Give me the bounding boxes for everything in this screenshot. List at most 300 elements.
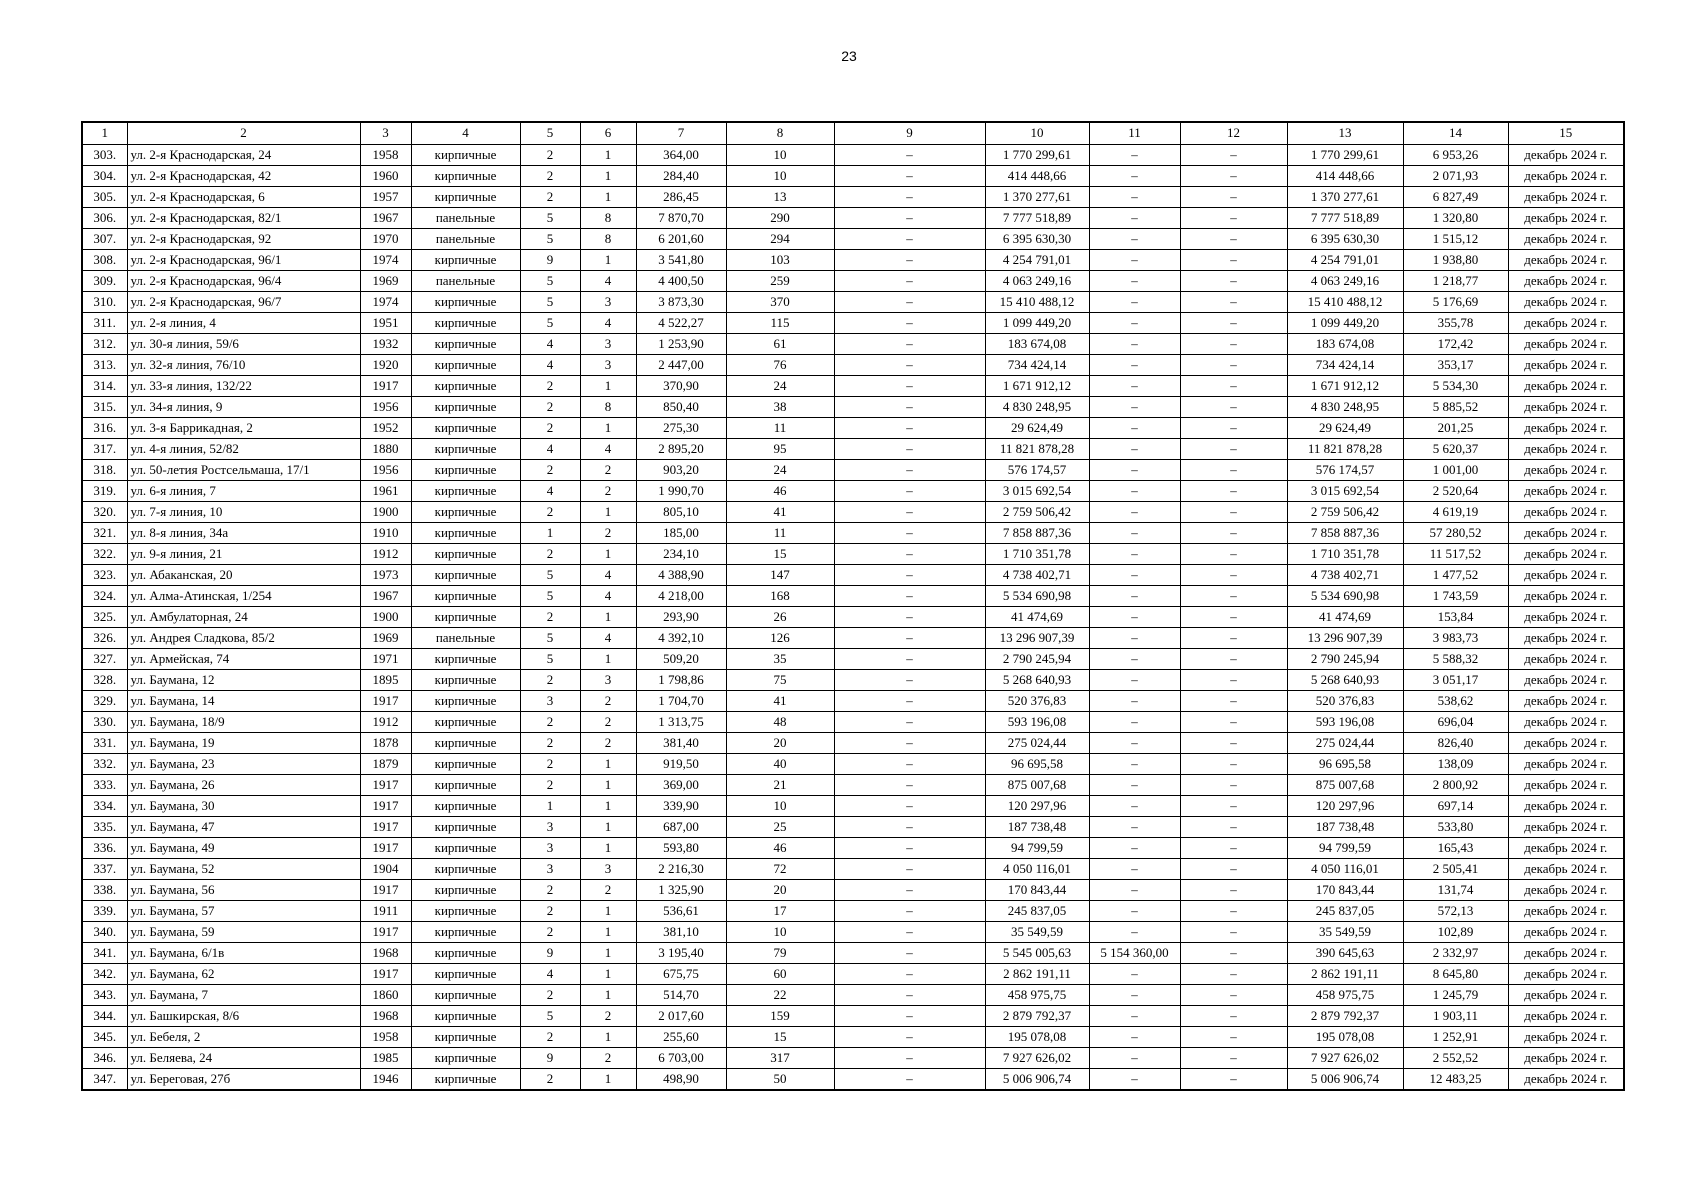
table-cell-col-2: ул. 32-я линия, 76/10 (127, 354, 360, 375)
table-cell-col-7: 687,00 (636, 816, 726, 837)
table-cell-col-1: 319. (82, 480, 127, 501)
table-cell-col-3: 1912 (360, 543, 411, 564)
housing-registry-table (81, 121, 1625, 1091)
table-cell-col-13: 4 738 402,71 (1287, 564, 1403, 585)
table-cell-col-1: 323. (82, 564, 127, 585)
table-cell-col-2: ул. 7-я линия, 10 (127, 501, 360, 522)
table-cell-col-1: 311. (82, 312, 127, 333)
table-cell-col-5: 2 (520, 753, 580, 774)
table-cell-col-6: 2 (580, 522, 636, 543)
table-cell-col-2: ул. 33-я линия, 132/22 (127, 375, 360, 396)
table-cell-col-9: – (834, 606, 985, 627)
table-cell-col-10: 875 007,68 (985, 774, 1089, 795)
table-cell-col-11: – (1089, 669, 1180, 690)
table-cell-col-11: – (1089, 144, 1180, 165)
column-header-5: 5 (520, 122, 580, 144)
table-cell-col-6: 3 (580, 354, 636, 375)
table-cell-col-13: 245 837,05 (1287, 900, 1403, 921)
table-cell-col-1: 312. (82, 333, 127, 354)
table-cell-col-14: 1 252,91 (1403, 1026, 1508, 1047)
table-cell-col-3: 1900 (360, 501, 411, 522)
table-cell-col-14: 1 218,77 (1403, 270, 1508, 291)
table-cell-col-13: 4 050 116,01 (1287, 858, 1403, 879)
table-cell-col-3: 1912 (360, 711, 411, 732)
table-cell-col-6: 1 (580, 606, 636, 627)
table-cell-col-2: ул. Баумана, 47 (127, 816, 360, 837)
table-cell-col-10: 1 710 351,78 (985, 543, 1089, 564)
table-cell-col-7: 286,45 (636, 186, 726, 207)
table-cell-col-6: 3 (580, 858, 636, 879)
table-cell-col-4: кирпичные (411, 585, 520, 606)
table-cell-col-2: ул. 2-я Краснодарская, 96/1 (127, 249, 360, 270)
table-cell-col-11: – (1089, 333, 1180, 354)
table-cell-col-8: 15 (726, 543, 834, 564)
table-row (82, 921, 1624, 942)
table-cell-col-12: – (1180, 816, 1287, 837)
table-cell-col-12: – (1180, 795, 1287, 816)
table-cell-col-1: 342. (82, 963, 127, 984)
table-cell-col-4: панельные (411, 270, 520, 291)
table-cell-col-13: 7 777 518,89 (1287, 207, 1403, 228)
table-cell-col-4: кирпичные (411, 795, 520, 816)
table-cell-col-3: 1911 (360, 900, 411, 921)
table-cell-col-8: 10 (726, 921, 834, 942)
table-cell-col-7: 498,90 (636, 1068, 726, 1090)
table-cell-col-15: декабрь 2024 г. (1508, 606, 1624, 627)
table-cell-col-8: 24 (726, 375, 834, 396)
table-cell-col-3: 1932 (360, 333, 411, 354)
table-cell-col-5: 2 (520, 774, 580, 795)
table-cell-col-4: кирпичные (411, 648, 520, 669)
table-cell-col-3: 1958 (360, 1026, 411, 1047)
table-cell-col-6: 2 (580, 879, 636, 900)
table-cell-col-13: 1 710 351,78 (1287, 543, 1403, 564)
table-cell-col-6: 4 (580, 270, 636, 291)
table-cell-col-2: ул. 2-я Краснодарская, 82/1 (127, 207, 360, 228)
table-cell-col-11: – (1089, 459, 1180, 480)
table-cell-col-15: декабрь 2024 г. (1508, 375, 1624, 396)
table-row (82, 732, 1624, 753)
table-cell-col-15: декабрь 2024 г. (1508, 480, 1624, 501)
table-cell-col-2: ул. Бебеля, 2 (127, 1026, 360, 1047)
table-cell-col-1: 321. (82, 522, 127, 543)
table-cell-col-13: 7 927 626,02 (1287, 1047, 1403, 1068)
table-cell-col-2: ул. 9-я линия, 21 (127, 543, 360, 564)
table-cell-col-1: 338. (82, 879, 127, 900)
table-row (82, 900, 1624, 921)
table-cell-col-5: 5 (520, 564, 580, 585)
table-cell-col-14: 5 176,69 (1403, 291, 1508, 312)
table-cell-col-14: 5 588,32 (1403, 648, 1508, 669)
table-cell-col-12: – (1180, 921, 1287, 942)
table-cell-col-5: 2 (520, 543, 580, 564)
table-cell-col-3: 1917 (360, 879, 411, 900)
table-cell-col-14: 1 001,00 (1403, 459, 1508, 480)
table-cell-col-10: 3 015 692,54 (985, 480, 1089, 501)
table-row (82, 669, 1624, 690)
table-cell-col-13: 414 448,66 (1287, 165, 1403, 186)
table-cell-col-11: – (1089, 207, 1180, 228)
table-cell-col-3: 1860 (360, 984, 411, 1005)
table-cell-col-15: декабрь 2024 г. (1508, 522, 1624, 543)
table-cell-col-12: – (1180, 144, 1287, 165)
table-cell-col-3: 1960 (360, 165, 411, 186)
table-cell-col-9: – (834, 879, 985, 900)
table-cell-col-5: 2 (520, 669, 580, 690)
table-cell-col-4: панельные (411, 627, 520, 648)
table-cell-col-14: 5 620,37 (1403, 438, 1508, 459)
table-cell-col-13: 1 370 277,61 (1287, 186, 1403, 207)
table-cell-col-4: кирпичные (411, 753, 520, 774)
table-cell-col-15: декабрь 2024 г. (1508, 942, 1624, 963)
table-row (82, 165, 1624, 186)
table-cell-col-6: 2 (580, 1005, 636, 1026)
table-cell-col-13: 734 424,14 (1287, 354, 1403, 375)
table-cell-col-9: – (834, 207, 985, 228)
table-cell-col-14: 201,25 (1403, 417, 1508, 438)
table-cell-col-10: 458 975,75 (985, 984, 1089, 1005)
table-cell-col-14: 353,17 (1403, 354, 1508, 375)
table-cell-col-10: 245 837,05 (985, 900, 1089, 921)
table-cell-col-1: 339. (82, 900, 127, 921)
table-cell-col-15: декабрь 2024 г. (1508, 732, 1624, 753)
table-cell-col-12: – (1180, 501, 1287, 522)
table-cell-col-13: 5 534 690,98 (1287, 585, 1403, 606)
table-cell-col-10: 275 024,44 (985, 732, 1089, 753)
table-cell-col-10: 2 790 245,94 (985, 648, 1089, 669)
table-cell-col-15: декабрь 2024 г. (1508, 186, 1624, 207)
table-cell-col-14: 1 477,52 (1403, 564, 1508, 585)
table-cell-col-5: 2 (520, 501, 580, 522)
table-cell-col-5: 5 (520, 648, 580, 669)
table-cell-col-12: – (1180, 837, 1287, 858)
table-cell-col-2: ул. Береговая, 27б (127, 1068, 360, 1090)
table-cell-col-3: 1971 (360, 648, 411, 669)
table-cell-col-2: ул. Абаканская, 20 (127, 564, 360, 585)
table-cell-col-5: 2 (520, 606, 580, 627)
table-cell-col-15: декабрь 2024 г. (1508, 921, 1624, 942)
table-cell-col-4: кирпичные (411, 354, 520, 375)
table-cell-col-7: 4 388,90 (636, 564, 726, 585)
table-cell-col-7: 593,80 (636, 837, 726, 858)
table-cell-col-15: декабрь 2024 г. (1508, 774, 1624, 795)
table-cell-col-3: 1957 (360, 186, 411, 207)
table-row (82, 711, 1624, 732)
table-cell-col-4: кирпичные (411, 564, 520, 585)
table-cell-col-7: 536,61 (636, 900, 726, 921)
table-cell-col-13: 2 862 191,11 (1287, 963, 1403, 984)
table-cell-col-6: 1 (580, 753, 636, 774)
table-cell-col-7: 1 325,90 (636, 879, 726, 900)
table-cell-col-10: 187 738,48 (985, 816, 1089, 837)
table-cell-col-4: кирпичные (411, 165, 520, 186)
table-cell-col-9: – (834, 564, 985, 585)
table-cell-col-9: – (834, 585, 985, 606)
table-cell-col-2: ул. 34-я линия, 9 (127, 396, 360, 417)
table-cell-col-8: 11 (726, 522, 834, 543)
table-row (82, 396, 1624, 417)
table-cell-col-6: 1 (580, 375, 636, 396)
table-cell-col-10: 170 843,44 (985, 879, 1089, 900)
table-cell-col-14: 1 938,80 (1403, 249, 1508, 270)
table-cell-col-8: 26 (726, 606, 834, 627)
table-cell-col-15: декабрь 2024 г. (1508, 564, 1624, 585)
table-cell-col-10: 576 174,57 (985, 459, 1089, 480)
table-cell-col-12: – (1180, 690, 1287, 711)
table-cell-col-13: 13 296 907,39 (1287, 627, 1403, 648)
header-row (82, 122, 1624, 144)
table-cell-col-4: кирпичные (411, 816, 520, 837)
table-cell-col-7: 919,50 (636, 753, 726, 774)
table-cell-col-3: 1974 (360, 291, 411, 312)
table-cell-col-7: 293,90 (636, 606, 726, 627)
table-cell-col-2: ул. 2-я Краснодарская, 96/4 (127, 270, 360, 291)
table-cell-col-14: 1 903,11 (1403, 1005, 1508, 1026)
table-cell-col-13: 15 410 488,12 (1287, 291, 1403, 312)
table-cell-col-3: 1985 (360, 1047, 411, 1068)
table-cell-col-5: 2 (520, 900, 580, 921)
table-cell-col-5: 9 (520, 1047, 580, 1068)
table-cell-col-9: – (834, 270, 985, 291)
table-cell-col-5: 5 (520, 291, 580, 312)
table-cell-col-5: 2 (520, 984, 580, 1005)
table-cell-col-15: декабрь 2024 г. (1508, 207, 1624, 228)
table-cell-col-11: – (1089, 270, 1180, 291)
table-cell-col-15: декабрь 2024 г. (1508, 858, 1624, 879)
table-cell-col-12: – (1180, 333, 1287, 354)
table-cell-col-3: 1917 (360, 837, 411, 858)
table-cell-col-14: 153,84 (1403, 606, 1508, 627)
table-cell-col-11: – (1089, 1026, 1180, 1047)
table-cell-col-9: – (834, 963, 985, 984)
table-cell-col-12: – (1180, 879, 1287, 900)
table-cell-col-10: 5 006 906,74 (985, 1068, 1089, 1090)
table-cell-col-13: 4 063 249,16 (1287, 270, 1403, 291)
table-cell-col-2: ул. 2-я Краснодарская, 92 (127, 228, 360, 249)
table-cell-col-15: декабрь 2024 г. (1508, 711, 1624, 732)
table-cell-col-13: 120 297,96 (1287, 795, 1403, 816)
table-cell-col-10: 1 370 277,61 (985, 186, 1089, 207)
table-cell-col-10: 734 424,14 (985, 354, 1089, 375)
table-cell-col-3: 1956 (360, 459, 411, 480)
table-cell-col-6: 3 (580, 669, 636, 690)
table-cell-col-15: декабрь 2024 г. (1508, 543, 1624, 564)
table-cell-col-4: панельные (411, 207, 520, 228)
table-cell-col-1: 329. (82, 690, 127, 711)
table-cell-col-7: 1 704,70 (636, 690, 726, 711)
table-cell-col-3: 1973 (360, 564, 411, 585)
table-cell-col-7: 1 990,70 (636, 480, 726, 501)
table-cell-col-14: 697,14 (1403, 795, 1508, 816)
table-cell-col-8: 11 (726, 417, 834, 438)
table-cell-col-11: – (1089, 1047, 1180, 1068)
table-cell-col-13: 458 975,75 (1287, 984, 1403, 1005)
table-cell-col-12: – (1180, 459, 1287, 480)
table-cell-col-3: 1878 (360, 732, 411, 753)
table-cell-col-13: 2 790 245,94 (1287, 648, 1403, 669)
table-cell-col-6: 2 (580, 732, 636, 753)
table-cell-col-1: 309. (82, 270, 127, 291)
table-cell-col-15: декабрь 2024 г. (1508, 312, 1624, 333)
page-number: 23 (841, 48, 857, 64)
table-cell-col-9: – (834, 1005, 985, 1026)
table-cell-col-10: 4 830 248,95 (985, 396, 1089, 417)
table-cell-col-10: 15 410 488,12 (985, 291, 1089, 312)
table-cell-col-12: – (1180, 858, 1287, 879)
table-cell-col-5: 3 (520, 690, 580, 711)
table-cell-col-6: 8 (580, 228, 636, 249)
table-cell-col-13: 11 821 878,28 (1287, 438, 1403, 459)
table-cell-col-9: – (834, 753, 985, 774)
table-cell-col-3: 1958 (360, 144, 411, 165)
table-row (82, 354, 1624, 375)
table-cell-col-4: кирпичные (411, 984, 520, 1005)
table-cell-col-4: кирпичные (411, 732, 520, 753)
table-cell-col-8: 17 (726, 900, 834, 921)
table-cell-col-13: 29 624,49 (1287, 417, 1403, 438)
table-cell-col-9: – (834, 438, 985, 459)
table-cell-col-5: 2 (520, 1068, 580, 1090)
table-cell-col-3: 1956 (360, 396, 411, 417)
table-row (82, 270, 1624, 291)
table-cell-col-13: 6 395 630,30 (1287, 228, 1403, 249)
table-cell-col-1: 341. (82, 942, 127, 963)
table-cell-col-10: 2 879 792,37 (985, 1005, 1089, 1026)
table-cell-col-7: 6 201,60 (636, 228, 726, 249)
table-cell-col-13: 2 759 506,42 (1287, 501, 1403, 522)
column-header-1: 1 (82, 122, 127, 144)
table-cell-col-11: – (1089, 774, 1180, 795)
table-cell-col-14: 696,04 (1403, 711, 1508, 732)
table-cell-col-10: 7 927 626,02 (985, 1047, 1089, 1068)
table-row (82, 438, 1624, 459)
table-cell-col-13: 183 674,08 (1287, 333, 1403, 354)
table-cell-col-3: 1879 (360, 753, 411, 774)
table-cell-col-15: декабрь 2024 г. (1508, 1068, 1624, 1090)
table-cell-col-4: кирпичные (411, 417, 520, 438)
table-cell-col-5: 2 (520, 921, 580, 942)
table-row (82, 375, 1624, 396)
table-cell-col-14: 538,62 (1403, 690, 1508, 711)
table-cell-col-8: 76 (726, 354, 834, 375)
table-cell-col-7: 6 703,00 (636, 1047, 726, 1068)
table-cell-col-11: – (1089, 963, 1180, 984)
table-cell-col-7: 509,20 (636, 648, 726, 669)
table-cell-col-14: 12 483,25 (1403, 1068, 1508, 1090)
table-cell-col-2: ул. Баумана, 6/1в (127, 942, 360, 963)
table-cell-col-4: кирпичные (411, 606, 520, 627)
table-cell-col-3: 1920 (360, 354, 411, 375)
table-cell-col-11: – (1089, 816, 1180, 837)
table-cell-col-10: 414 448,66 (985, 165, 1089, 186)
table-cell-col-8: 38 (726, 396, 834, 417)
table-cell-col-9: – (834, 984, 985, 1005)
table-cell-col-13: 187 738,48 (1287, 816, 1403, 837)
table-cell-col-1: 320. (82, 501, 127, 522)
table-cell-col-7: 364,00 (636, 144, 726, 165)
table-cell-col-10: 5 268 640,93 (985, 669, 1089, 690)
table-cell-col-14: 57 280,52 (1403, 522, 1508, 543)
table-cell-col-13: 170 843,44 (1287, 879, 1403, 900)
table-cell-col-12: – (1180, 984, 1287, 1005)
table-cell-col-12: – (1180, 396, 1287, 417)
table-cell-col-14: 138,09 (1403, 753, 1508, 774)
table-cell-col-12: – (1180, 648, 1287, 669)
table-row (82, 585, 1624, 606)
table-cell-col-2: ул. Баумана, 52 (127, 858, 360, 879)
table-cell-col-15: декабрь 2024 г. (1508, 627, 1624, 648)
table-cell-col-11: – (1089, 795, 1180, 816)
table-cell-col-15: декабрь 2024 г. (1508, 501, 1624, 522)
table-cell-col-11: – (1089, 627, 1180, 648)
table-cell-col-13: 2 879 792,37 (1287, 1005, 1403, 1026)
table-cell-col-9: – (834, 354, 985, 375)
table-cell-col-4: панельные (411, 228, 520, 249)
table-cell-col-1: 337. (82, 858, 127, 879)
table-cell-col-2: ул. Баумана, 23 (127, 753, 360, 774)
table-cell-col-9: – (834, 1047, 985, 1068)
table-cell-col-14: 3 983,73 (1403, 627, 1508, 648)
table-cell-col-7: 284,40 (636, 165, 726, 186)
table-cell-col-2: ул. 2-я Краснодарская, 6 (127, 186, 360, 207)
table-cell-col-4: кирпичные (411, 186, 520, 207)
table-cell-col-13: 593 196,08 (1287, 711, 1403, 732)
table-cell-col-6: 4 (580, 564, 636, 585)
table-cell-col-3: 1951 (360, 312, 411, 333)
table-cell-col-7: 850,40 (636, 396, 726, 417)
table-cell-col-5: 4 (520, 354, 580, 375)
table-cell-col-12: – (1180, 942, 1287, 963)
table-cell-col-4: кирпичные (411, 900, 520, 921)
table-cell-col-15: декабрь 2024 г. (1508, 585, 1624, 606)
table-cell-col-9: – (834, 732, 985, 753)
table-row (82, 648, 1624, 669)
table-cell-col-12: – (1180, 711, 1287, 732)
table-cell-col-6: 1 (580, 165, 636, 186)
table-cell-col-3: 1900 (360, 606, 411, 627)
table-cell-col-1: 333. (82, 774, 127, 795)
table-cell-col-3: 1904 (360, 858, 411, 879)
table-cell-col-4: кирпичные (411, 837, 520, 858)
table-cell-col-12: – (1180, 165, 1287, 186)
table-cell-col-11: – (1089, 753, 1180, 774)
table-cell-col-6: 1 (580, 900, 636, 921)
table-cell-col-12: – (1180, 1047, 1287, 1068)
table-cell-col-15: декабрь 2024 г. (1508, 396, 1624, 417)
table-cell-col-6: 2 (580, 1047, 636, 1068)
table-cell-col-13: 94 799,59 (1287, 837, 1403, 858)
table-cell-col-8: 75 (726, 669, 834, 690)
table-cell-col-6: 1 (580, 984, 636, 1005)
table-cell-col-8: 22 (726, 984, 834, 1005)
table-cell-col-7: 381,10 (636, 921, 726, 942)
table-cell-col-9: – (834, 312, 985, 333)
table-cell-col-5: 4 (520, 333, 580, 354)
table-cell-col-8: 115 (726, 312, 834, 333)
table-row (82, 1068, 1624, 1090)
table-cell-col-5: 2 (520, 732, 580, 753)
table-cell-col-11: – (1089, 165, 1180, 186)
table-cell-col-14: 131,74 (1403, 879, 1508, 900)
table-cell-col-12: – (1180, 291, 1287, 312)
table-cell-col-10: 96 695,58 (985, 753, 1089, 774)
table-cell-col-6: 1 (580, 648, 636, 669)
table-row (82, 501, 1624, 522)
table-cell-col-14: 1 743,59 (1403, 585, 1508, 606)
table-cell-col-6: 4 (580, 585, 636, 606)
table-cell-col-11: – (1089, 396, 1180, 417)
table-cell-col-13: 275 024,44 (1287, 732, 1403, 753)
